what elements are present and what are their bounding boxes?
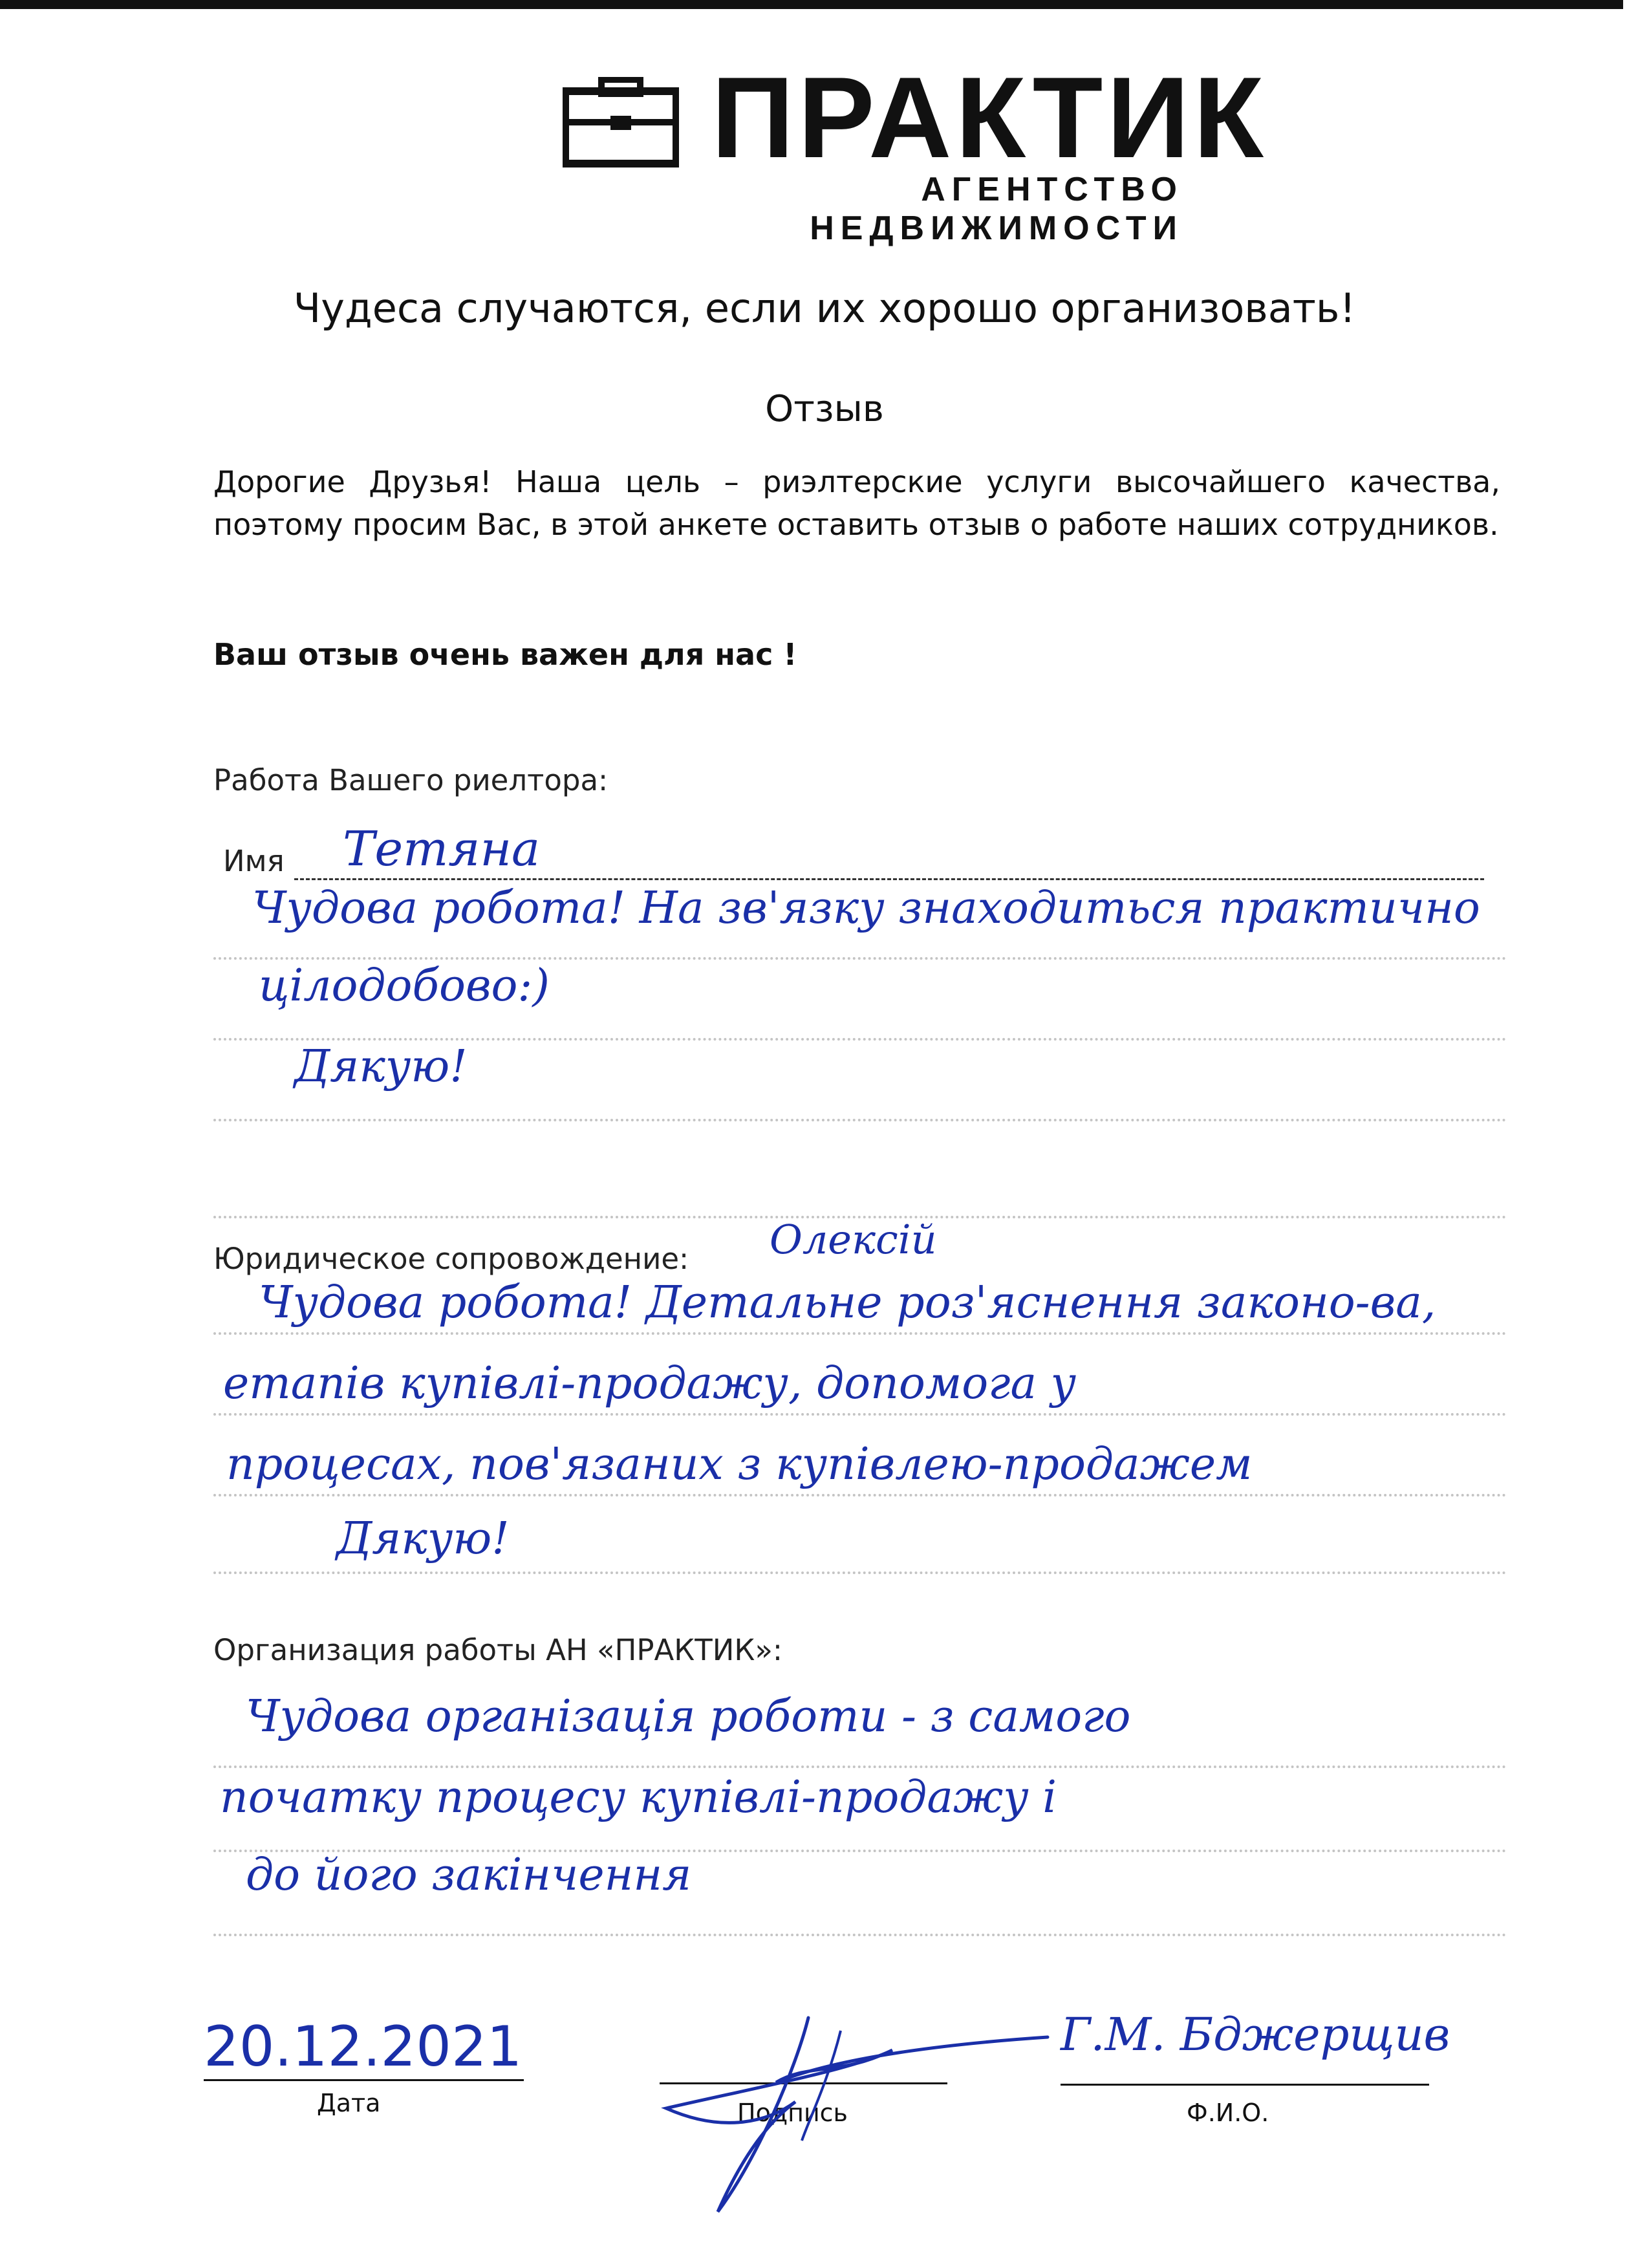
realtor-review-line: Чудова робота! На зв'язку знаходиться практично xyxy=(252,883,1480,934)
legal-review-line: Дякую! xyxy=(336,1513,510,1564)
line xyxy=(213,1934,1507,1936)
realtor-name: Тетяна xyxy=(343,821,541,877)
legal-review-line: процесах, пов'язаних з купівлею-продажем xyxy=(226,1439,1253,1490)
date-label: Дата xyxy=(317,2089,381,2117)
line xyxy=(213,1413,1507,1416)
fio-value: Г.М. Бджерщив xyxy=(1061,2008,1450,2061)
fio-line xyxy=(1061,2084,1429,2086)
line xyxy=(213,1571,1507,1574)
logo-subtitle: АГЕНТСТВО НЕДВИЖИМОСТИ xyxy=(810,171,1183,247)
signature-image xyxy=(647,1992,1061,2244)
line xyxy=(213,957,1507,960)
logo-brand: ПРАКТИК xyxy=(711,53,1267,182)
line xyxy=(213,1766,1507,1768)
date-line xyxy=(204,2079,524,2081)
organization-review-line: до його закінчення xyxy=(246,1850,692,1901)
date-value: 20.12.2021 xyxy=(204,2014,523,2079)
legal-review-line: етапів купівлі-продажу, допомога у xyxy=(223,1358,1077,1409)
organization-heading: Организация работы АН «ПРАКТИК»: xyxy=(213,1633,783,1667)
briefcase-icon xyxy=(563,77,679,167)
legal-heading: Юридическое сопровождение: xyxy=(213,1242,689,1276)
line xyxy=(213,1332,1507,1335)
scan-top-edge xyxy=(0,0,1623,9)
organization-review-line: початку процесу купівлі-продажу і xyxy=(220,1772,1057,1823)
organization-review-line: Чудова організація роботи - з самого xyxy=(246,1691,1131,1742)
signature-label: Подпись xyxy=(737,2099,848,2127)
form-title: Отзыв xyxy=(765,388,884,430)
line xyxy=(213,1119,1507,1121)
realtor-heading: Работа Вашего риелтора: xyxy=(213,763,609,797)
intro-text: Дорогие Друзья! Наша цель – риэлтерские услуги высочайшего качества, поэтому просим Вас, в этой анкете оставить отзыв о работе наших сотрудников. xyxy=(213,464,1500,542)
line xyxy=(213,1038,1507,1041)
slogan: Чудеса случаются, если их хорошо организовать! xyxy=(293,285,1356,332)
legal-review-line: Чудова робота! Детальне роз'яснення законо-ва, xyxy=(259,1277,1436,1328)
realtor-review-line: цілодобово:) xyxy=(259,960,550,1011)
name-label: Имя xyxy=(223,844,285,878)
line xyxy=(213,1494,1507,1496)
legal-name: Олексій xyxy=(770,1216,937,1263)
realtor-review-line: Дякую! xyxy=(294,1041,468,1092)
name-line xyxy=(294,878,1484,880)
fio-label: Ф.И.О. xyxy=(1187,2099,1269,2127)
important-note: Ваш отзыв очень важен для нас ! xyxy=(213,637,797,672)
company-logo xyxy=(563,53,1267,247)
